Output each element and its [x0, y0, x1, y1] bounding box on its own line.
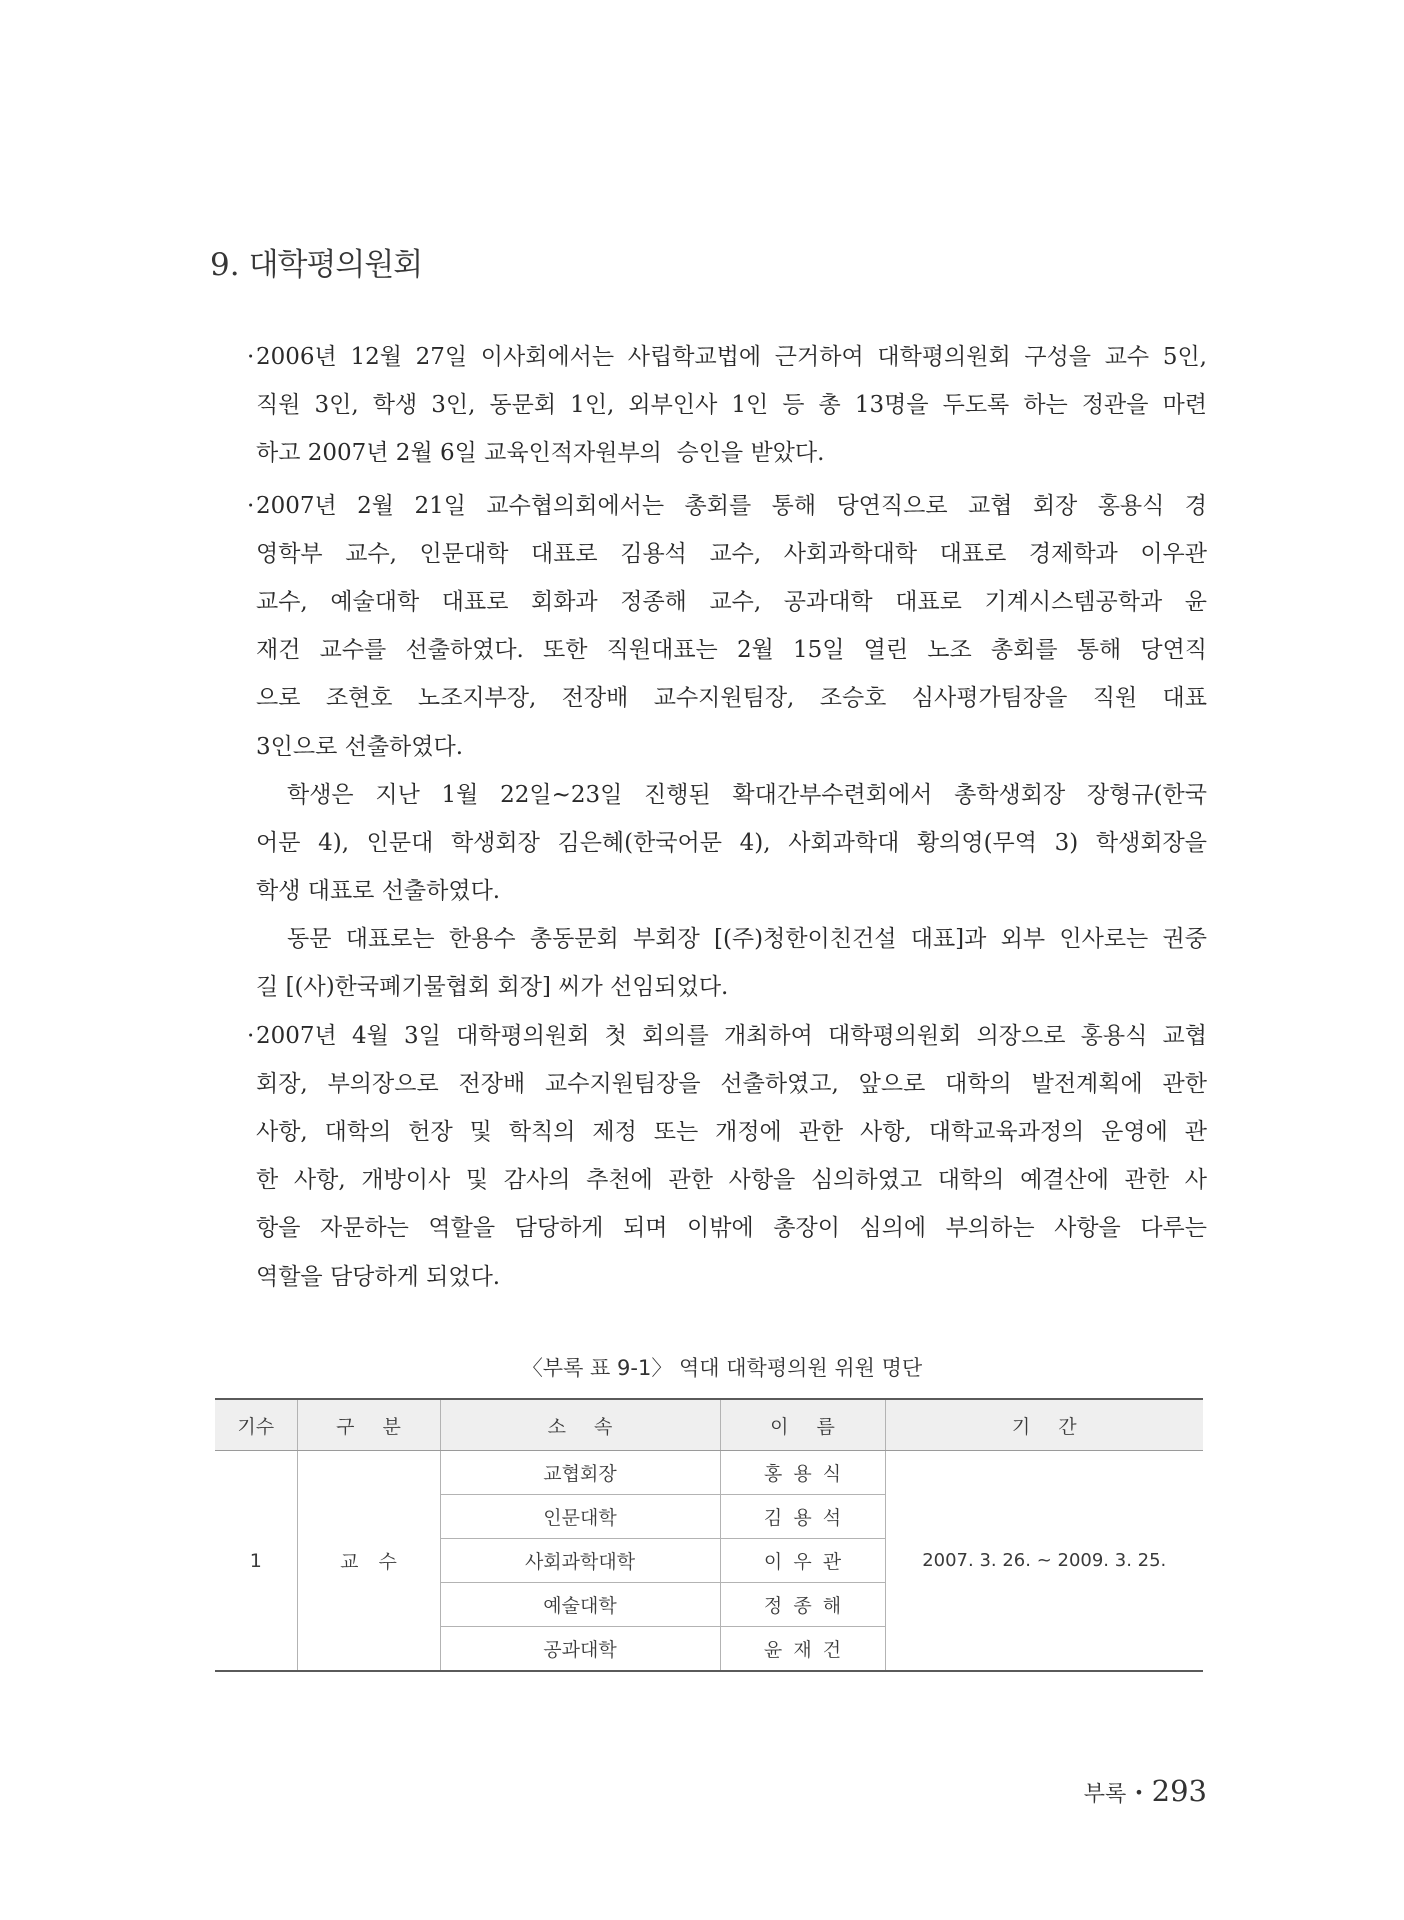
column-header-period: 기 간	[885, 1399, 1203, 1451]
bullet-paragraph	[247, 333, 1207, 478]
text-line: 어문 4), 인문대 학생회장 김은혜(한국어문 4), 사회과학대 황의영(무역 3) 학생회장을	[256, 829, 1207, 856]
term-number-cell: 1	[215, 1451, 297, 1672]
section-number: 9.	[210, 247, 240, 283]
column-header-affiliation: 소 속	[440, 1399, 720, 1451]
text-line: 역할을 담당하게 되었다.	[256, 1263, 501, 1290]
section-title: 대학평의원회	[248, 247, 423, 283]
member-name-cell: 윤 재 건	[720, 1627, 885, 1672]
text-line: 2007년 4월 3일 대학평의원회 첫 회의를 개최하여 대학평의원회 의장으로 홍용식 교협	[256, 1022, 1207, 1049]
bullet-mark: ·	[247, 344, 255, 370]
text-line: 항을 자문하는 역할을 담당하게 되며 이밖에 총장이 심의에 부의하는 사항을 다루는	[256, 1215, 1207, 1242]
bullet-mark: ·	[247, 492, 255, 519]
indented-paragraph	[256, 771, 1207, 916]
page-footer	[1084, 1772, 1207, 1810]
text-line: 직원 3인, 학생 3인, 동문회 1인, 외부인사 1인 등 총 13명을 두도록 하는 정관을 마련	[256, 392, 1207, 419]
member-name-cell: 이 우 관	[720, 1539, 885, 1583]
section-heading	[210, 246, 422, 284]
affiliation-cell: 사회과학대학	[440, 1539, 720, 1583]
member-name-cell: 홍 용 식	[720, 1451, 885, 1495]
bullet-paragraph	[247, 1012, 1207, 1301]
text-line: 2006년 12월 27일 이사회에서는 사립학교법에 근거하여 대학평의원회 구성을 교수 5인,	[256, 344, 1207, 370]
text-line: 3인으로 선출하였다.	[256, 733, 463, 760]
affiliation-cell: 예술대학	[440, 1583, 720, 1627]
affiliation-cell: 공과대학	[440, 1627, 720, 1672]
committee-roster-table	[215, 1398, 1203, 1672]
text-line: 2007년 2월 21일 교수협의회에서는 총회를 통해 당연직으로 교협 회장 홍용식 경	[256, 492, 1207, 519]
affiliation-cell: 교협회장	[440, 1451, 720, 1495]
text-line: 교수, 예술대학 대표로 회화과 정종해 교수, 공과대학 대표로 기계시스템공학과 윤	[256, 588, 1207, 615]
text-line: 하고 2007년 2월 6일 교육인적자원부의 승인을 받았다.	[256, 440, 825, 467]
category-cell: 교 수	[297, 1451, 440, 1672]
text-line: 영학부 교수, 인문대학 대표로 김용석 교수, 사회과학대학 대표로 경제학과 이우관	[256, 540, 1207, 567]
page-number: 293	[1151, 1774, 1207, 1808]
affiliation-cell: 인문대학	[440, 1495, 720, 1539]
text-line: 재건 교수를 선출하였다. 또한 직원대표는 2월 15일 열린 노조 총회를 통해 당연직	[256, 637, 1207, 664]
text-line: 학생 대표로 선출하였다.	[256, 878, 501, 905]
member-name-cell: 김 용 석	[720, 1495, 885, 1539]
period-cell: 2007. 3. 26. ~ 2009. 3. 25.	[885, 1451, 1203, 1672]
text-line: 학생은 지난 1월 22일~23일 진행된 확대간부수련회에서 총학생회장 장형규(한국	[287, 781, 1207, 808]
text-line: 한 사항, 개방이사 및 감사의 추천에 관한 사항을 심의하였고 대학의 예결산에 관한 사	[256, 1167, 1207, 1194]
footer-section-label: 부록	[1083, 1782, 1127, 1807]
indented-paragraph	[256, 915, 1207, 1011]
text-line: 사항, 대학의 헌장 및 학칙의 제정 또는 개정에 관한 사항, 대학교육과정의 운영에 관	[256, 1119, 1207, 1145]
table-caption: 〈부록 표 9-1〉 역대 대학평의원 위원 명단	[521, 1356, 923, 1380]
text-line: 동문 대표로는 한용수 총동문회 부회장 [(주)청한이친건설 대표]과 외부 인사로는 권중	[287, 926, 1207, 953]
text-line: 회장, 부의장으로 전장배 교수지원팀장을 선출하였고, 앞으로 대학의 발전계획에 관한	[256, 1070, 1207, 1097]
body-text	[247, 333, 1207, 1301]
table-row	[215, 1451, 1203, 1495]
member-name-cell: 정 종 해	[720, 1583, 885, 1627]
text-line: 길 [(사)한국폐기물협회 회장] 씨가 선임되었다.	[256, 974, 729, 1001]
text-line: 으로 조현호 노조지부장, 전장배 교수지원팀장, 조승호 심사평가팀장을 직원 대표	[256, 685, 1207, 712]
bullet-paragraph	[247, 482, 1207, 771]
table-header-row	[215, 1399, 1203, 1451]
column-header-term: 기수	[215, 1399, 297, 1451]
column-header-category: 구 분	[297, 1399, 440, 1451]
column-header-name: 이 름	[720, 1399, 885, 1451]
bullet-mark: ·	[247, 1022, 255, 1049]
footer-separator: •	[1134, 1783, 1144, 1802]
